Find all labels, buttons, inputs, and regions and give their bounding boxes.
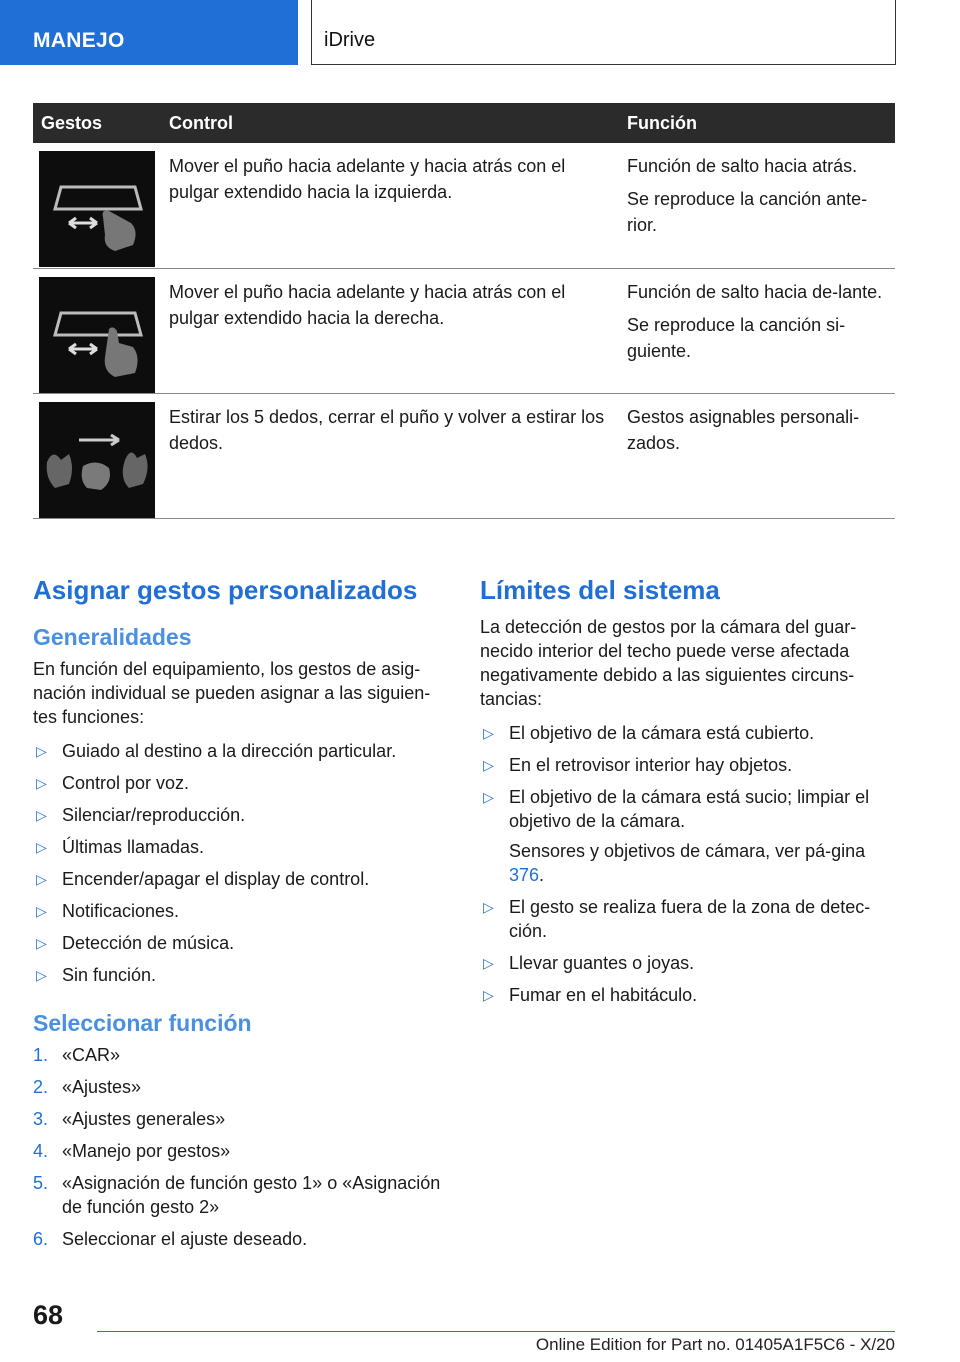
triangle-bullet-icon: ▷ — [36, 903, 47, 919]
list-item: ▷ El objetivo de la cámara está cubierto. — [483, 723, 815, 743]
page-number: 68 — [33, 1300, 64, 1330]
control-cell — [161, 268, 619, 393]
left-column — [33, 575, 453, 1259]
step-item: 3. «Ajustes generales» — [33, 1109, 226, 1129]
cross-reference: Sensores y objetivos de cámara, ver pá-gina 376. — [509, 841, 866, 885]
control-text: Mover el puño hacia adelante y hacia atrás con el pulgar extendido hacia la derecha. — [169, 281, 566, 328]
list-item: ▷ Control por voz. — [36, 773, 190, 793]
intro-paragraph: En función del equipamiento, los gestos de asig-nación individual se pueden asignar a las siguien-tes funciones: — [33, 659, 431, 727]
triangle-bullet-icon: ▷ — [483, 899, 494, 915]
table-row — [33, 268, 895, 393]
limits-paragraph: La detección de gestos por la cámara del guar-necido interior del techo puede verse afectada negativamente debido a las siguientes circuns-tancias: — [480, 617, 857, 709]
list-item: ▷ Fumar en el habitáculo. — [483, 985, 698, 1005]
table-header-row — [33, 103, 895, 143]
section-tab: MANEJO — [0, 0, 298, 65]
gesture-cell — [33, 268, 161, 393]
table-row — [33, 143, 895, 268]
list-item: ▷ Guiado al destino a la dirección particular. — [36, 741, 397, 761]
step-item: 1. «CAR» — [33, 1045, 121, 1065]
list-item: ▷ Notificaciones. — [36, 901, 180, 921]
triangle-bullet-icon: ▷ — [483, 725, 494, 741]
triangle-bullet-icon: ▷ — [36, 935, 47, 951]
function-text: Se reproduce la canción si-guiente. — [627, 314, 846, 361]
triangle-bullet-icon: ▷ — [483, 955, 494, 971]
gesture-cell — [33, 143, 161, 268]
gesture-table — [33, 103, 895, 519]
step-item: 6. Seleccionar el ajuste deseado. — [33, 1229, 308, 1249]
table-row — [33, 393, 895, 518]
triangle-bullet-icon: ▷ — [483, 789, 494, 805]
function-cell — [619, 393, 895, 518]
col-header-gestos: Gestos — [33, 103, 161, 143]
triangle-bullet-icon: ▷ — [36, 743, 47, 759]
list-item: ▷ El gesto se realiza fuera de la zona de detec-ción. — [483, 897, 871, 941]
list-item: ▷ Últimas llamadas. — [36, 837, 205, 857]
triangle-bullet-icon: ▷ — [36, 839, 47, 855]
step-item: 5. «Asignación de función gesto 1» o «Asignación de función gesto 2» — [33, 1173, 441, 1217]
limits-list — [480, 721, 900, 1007]
list-item: ▷ Sin función. — [36, 965, 157, 985]
triangle-bullet-icon: ▷ — [483, 987, 494, 1003]
step-item: 2. «Ajustes» — [33, 1077, 142, 1097]
page-link[interactable]: 376 — [509, 865, 540, 885]
control-text: Mover el puño hacia adelante y hacia atrás con el pulgar extendido hacia la izquierda. — [169, 156, 566, 202]
list-item: ▷ En el retrovisor interior hay objetos. — [483, 755, 793, 775]
control-cell — [161, 143, 619, 268]
list-item: ▷ Encender/apagar el display de control. — [36, 869, 370, 889]
function-text: Gestos asignables personali-zados. — [627, 406, 860, 453]
triangle-bullet-icon: ▷ — [36, 871, 47, 887]
control-cell — [161, 393, 619, 518]
gesture-thumb-right-icon — [39, 277, 155, 393]
footer-edition: Online Edition for Part no. 01405A1F5C6 - X/20 — [535, 1335, 895, 1354]
list-item: ▷ Silenciar/reproducción. — [36, 805, 246, 825]
function-list — [33, 739, 453, 987]
right-column — [480, 575, 900, 1015]
triangle-bullet-icon: ▷ — [36, 807, 47, 823]
section-heading-assign: Asignar gestos personalizados — [33, 575, 418, 605]
footer-divider — [97, 1331, 895, 1332]
col-header-control: Control — [161, 103, 619, 143]
function-cell — [619, 268, 895, 393]
triangle-bullet-icon: ▷ — [36, 775, 47, 791]
triangle-bullet-icon: ▷ — [483, 757, 494, 773]
function-text: Función de salto hacia de-lante. — [627, 281, 883, 302]
list-item: ▷ Detección de música. — [36, 933, 235, 953]
gesture-thumb-left-icon — [39, 151, 155, 267]
list-item: ▷ El objetivo de la cámara está sucio; limpiar el objetivo de la cámara. Sensores y objetivos de cámara, ver pá-gina 376. — [480, 785, 900, 887]
section-heading-limits: Límites del sistema — [480, 575, 720, 605]
list-item: ▷ Llevar guantes o joyas. — [483, 953, 695, 973]
triangle-bullet-icon: ▷ — [36, 967, 47, 983]
step-list — [33, 1043, 453, 1251]
step-item: 4. «Manejo por gestos» — [33, 1141, 231, 1161]
function-cell — [619, 143, 895, 268]
col-header-funcion: Función — [619, 103, 895, 143]
subheading-select-function: Seleccionar función — [33, 1010, 252, 1036]
chapter-title: iDrive — [311, 0, 896, 65]
gesture-cell — [33, 393, 161, 518]
control-text: Estirar los 5 dedos, cerrar el puño y volver a estirar los dedos. — [169, 406, 605, 453]
function-text: Función de salto hacia atrás. — [627, 156, 858, 176]
gesture-spread-fist-icon — [39, 402, 155, 518]
function-text: Se reproduce la canción ante-rior. — [627, 189, 868, 235]
subheading-general: Generalidades — [33, 624, 192, 650]
